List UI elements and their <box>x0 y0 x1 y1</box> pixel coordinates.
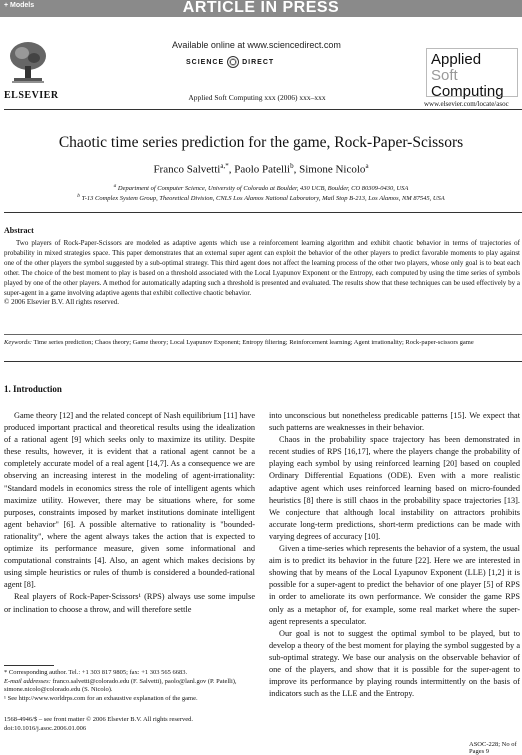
author-list: Franco Salvetti$^{a,*}$, Paolo Patelli$^b$, Simone Nicolo$^a$ <box>153 162 369 176</box>
affiliation-b <box>0 193 522 202</box>
sd-right-text: DIRECT <box>242 58 275 66</box>
journal-citation: Applied Soft Computing xxx (2006) xxx–xxx <box>188 93 326 102</box>
author-sup: a <box>365 162 369 170</box>
email-note <box>4 678 255 695</box>
affiliation-sup: b <box>77 193 80 199</box>
journal-box-line2: Soft <box>431 67 458 84</box>
author-name: Franco Salvetti <box>153 163 221 176</box>
article-in-press-banner <box>0 0 522 17</box>
keywords-block <box>4 338 520 347</box>
sd-left-text: SCIENCE <box>186 58 225 66</box>
body-paragraph: into unconscious but nonetheless predicable patterns [15]. We expect that such patterns are weaknesses in their behavior. <box>269 411 520 433</box>
abstract-body <box>4 239 520 308</box>
keywords-label: Keywords: <box>4 339 32 346</box>
affiliation-text: T-13 Complex System Group, Theoretical Division, CNLS Los Alamos National Laboratory, Mail Stop B-213, Los Alamos, NM 87545, USA <box>81 195 445 203</box>
body-paragraph: Real players of Rock-Paper-Scissors¹ (RPS) always use some impulse or inclination to choose a throw, and will therefore settle <box>4 592 255 614</box>
front-matter <box>4 715 255 733</box>
body-paragraph: Our goal is not to suggest the optimal symbol to be played, but to develop a theory of the best moment for playing the symbol suggested by a sub-optimal strategy. We base our analysis on the observable behavior of one of the players, and show that it is possible for the super-agent to improve its performance by playing rounds intermittently on the basis of indicators such as the LLE and the Entropy. <box>269 628 520 699</box>
footnotes <box>4 669 255 703</box>
abstract-paragraph: Two players of Rock-Paper-Scissors are modeled as adaptive agents which use a reinforcement learning algorithm and exhibit chaotic behavior in terms of trajectories of probability in mixed strategies space. This paper demonstrates that an external super agent can exploit the behavior of the other players to predict favorable moments to play against one of the other players the symbol suggested by a sub-optimal strategy. This third agent does not affect the learning process of the other two players, whose only goal is to beat each other. The choice of the best moment to play is based on a threshold associated with the Local Lyapunov Exponent or the Entropy, each computed by using the time series of symbols played by one of the other players. A method for automatically adapting such a threshold is presented and evaluated. The results show that these techniques can be used effectively by a super-agent in a game involving adaptive agents that exhibit collective chaotic behavior. <box>4 239 520 297</box>
email-addresses: franco.salvetti@colorado.edu (F. Salvetti), paolo@lanl.gov (P. Patelli), simone.nicolo@colorado.edu (S. Nicolo). <box>4 677 237 694</box>
body-paragraph: Given a time-series which represents the behavior of a system, the usual aim is to predict its behavior in the future [22]. Here we are interested in showing that by means of the Local Lyapunov Exponent (LLE) [1,2] it is possible for a super-agent to predict the behavior of one player [5] of RPS in order to ameliorate its own performance. We consider the game RPS only as a metaphor of, for example, some real market where the super-agent represents a speculator. <box>269 544 520 626</box>
journal-cover-box <box>426 48 518 100</box>
author-sup: a,* <box>220 162 229 170</box>
body-column-right <box>269 410 520 700</box>
journal-box-line3: Computing <box>431 83 504 100</box>
page-info: ASOC-228; No of Pages 9 <box>469 741 517 755</box>
doi-line[interactable]: doi:10.1016/j.asoc.2006.01.006 <box>4 725 87 732</box>
corresponding-author-note: * Corresponding author. Tel.: +1 303 817 9805; fax: +1 303 565 6683. <box>4 669 188 676</box>
copyright-line: © 2006 Elsevier B.V. All rights reserved. <box>4 298 120 307</box>
footnote-rule <box>4 665 54 666</box>
available-online-text: Available online at www.sciencedirect.com <box>172 40 341 50</box>
abstract-heading: Abstract <box>4 226 34 235</box>
affiliation-sup: a <box>113 183 117 189</box>
section-heading: 1. Introduction <box>4 384 62 394</box>
front-matter-line: 1568-4946/$ – see front matter © 2006 Elsevier B.V. All rights reserved. <box>4 716 193 723</box>
affiliation-a <box>0 183 522 192</box>
keywords-text: Time series prediction; Chaos theory; Game theory; Local Lyapunov Exponent; Entropy filtering; Reinforcement learning; Agent irrationality; Rock-paper-scissors game <box>33 339 474 346</box>
publisher-name: ELSEVIER <box>4 90 59 101</box>
affiliation-text: Department of Computer Science, University of Colorado at Boulder, 430 UCB, Boulder, CO 80309-0430, USA <box>117 185 409 193</box>
elsevier-tree-logo <box>6 40 50 84</box>
body-paragraph: Chaos in the probability space trajectory has been demonstrated in recent studies of RPS [16,17], where the players change the probability of playing each symbol by using reinforced learning [20] based on coupled Ordinary Differential Equations (ODE). Even with a more realistic adaptive agent which uses reinforced learning based on micro-founded heuristics [8] there is still chaos in the probability space trajectories [13]. We conjecture that although local instability on attractors prohibits accurate long-term predictions, short-term predictions can be made with varying degrees of accuracy [10]. <box>269 435 520 541</box>
sd-dot-icon <box>227 56 239 68</box>
body-paragraph: Game theory [12] and the related concept of Nash equilibrium [11] have produced important practical and theoretical results using the idealization of a rational agent [9] which seeks only to maximize its utility. Despite these results, however, it is evident that a rational agent cannot be a completely accurate model of a real agent [14,7]. As a consequence we are observing an increasing interest in the modeling of agent-irrationality: "Standard models in economics stress the role of intelligent agents which maximize utility. However, there may be situations where, for some purposes, constraints imposed by market institutions dominate intelligent agent behavior" [6]. A possible alternative to rationality is "bounded-rationality", where the agent always takes the action that is expected to optimize its performance measure, given some informational and computational constraints [4]. Also, an agent which makes decisions by using simple heuristics or rules of thumb is considered a bounded-rational agent [8]. <box>4 411 255 590</box>
models-label: + Models <box>4 2 35 9</box>
author-name: Simone Nicolo <box>299 163 366 176</box>
title-rule <box>4 212 522 213</box>
masthead-rule <box>4 109 522 110</box>
keywords-bottom-rule <box>4 361 522 362</box>
body-column-left <box>4 410 255 616</box>
sciencedirect-logo <box>186 56 274 68</box>
journal-box-line1: Applied <box>431 51 482 68</box>
footnote-1: ¹ See http://www.worldrps.com for an exhaustive explanation of the game. <box>4 694 198 702</box>
article-title: Chaotic time series prediction for the game, Rock-Paper-Scissors <box>58 134 464 151</box>
banner-text: ARTICLE IN PRESS <box>182 0 340 16</box>
author-name: Paolo Patelli <box>234 163 291 176</box>
email-label: E-mail addresses: <box>4 677 51 685</box>
author-sup: b <box>290 162 294 170</box>
journal-url[interactable]: www.elsevier.com/locate/asoc <box>424 100 509 108</box>
keywords-rule <box>4 334 522 335</box>
